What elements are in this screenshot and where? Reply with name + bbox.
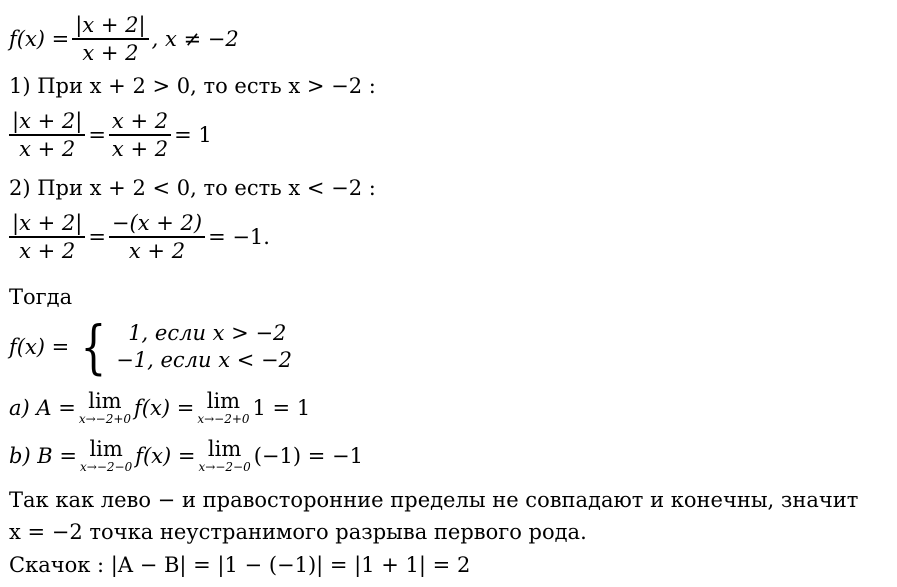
then-text: Тогда (9, 285, 73, 309)
limit-expression: f(x) = (135, 444, 196, 469)
lim-symbol: lim (88, 389, 122, 413)
equals-sign: = (88, 224, 106, 249)
limit-operator (197, 390, 249, 426)
fraction (72, 12, 148, 66)
limit-operator (79, 390, 131, 426)
limit-result: 1 = 1 (252, 396, 311, 421)
case-2-equation (9, 210, 270, 264)
function-lhs: f(x) = (9, 335, 70, 359)
equation-result: = −1. (208, 224, 270, 249)
lim-subscript: x→−2+0 (78, 412, 132, 427)
limit-result: (−1) = −1 (253, 444, 363, 469)
lim-symbol: lim (89, 437, 123, 461)
conclusion-text-1: Так как лево − и правосторонние пределы не совпадают и конечны, значит (9, 488, 859, 512)
conclusion-line-2 (9, 520, 587, 544)
case-1-heading (9, 74, 376, 98)
fraction-denominator: x + 2 (82, 40, 139, 65)
limit-b (9, 438, 363, 474)
limit-expression: f(x) = (134, 396, 195, 421)
limit-operator (80, 438, 132, 474)
fraction (109, 210, 205, 264)
limit-a (9, 390, 310, 426)
function-lhs: f(x) = (9, 26, 70, 51)
fraction-numerator: −(x + 2) (111, 211, 203, 235)
fraction-denominator: x + 2 (19, 136, 76, 161)
fraction (9, 210, 85, 264)
fraction-numerator: |x + 2| (75, 13, 146, 37)
lim-subscript: x→−2−0 (80, 460, 133, 475)
jump-value (9, 553, 470, 577)
piecewise-cases (116, 320, 292, 375)
case-2-heading (9, 176, 376, 200)
lim-subscript: x→−2+0 (197, 412, 250, 427)
case-row-2: −1, если x < −2 (116, 348, 293, 372)
fraction (109, 108, 171, 162)
case-2-text: 2) При x + 2 < 0, то есть x < −2 : (9, 176, 376, 200)
fraction-denominator: x + 2 (128, 238, 186, 263)
case-row-1: 1, если x > −2 (128, 320, 287, 345)
equals-sign: = (88, 122, 106, 147)
function-definition (9, 12, 239, 66)
fraction-numerator: |x + 2| (12, 211, 83, 235)
left-brace: { (80, 313, 107, 381)
limit-operator (199, 438, 251, 474)
conclusion-line-1 (9, 488, 858, 512)
conclusion-text-2: x = −2 точка неустранимого разрыва первого рода. (9, 520, 587, 544)
limit-b-prefix: b) B = (9, 444, 78, 469)
limit-a-prefix: a) A = (9, 396, 76, 421)
fraction-denominator: x + 2 (111, 136, 169, 161)
equation-result: = 1 (174, 122, 212, 147)
jump-text: Скачок : |A − B| = |1 − (−1)| = |1 + 1| = 2 (9, 553, 471, 577)
fraction-numerator: x + 2 (111, 109, 169, 133)
fraction (9, 108, 85, 162)
domain-condition: , x ≠ −2 (151, 26, 239, 51)
lim-symbol: lim (207, 437, 242, 461)
case-1-equation (9, 108, 212, 162)
fraction-denominator: x + 2 (19, 238, 76, 263)
lim-subscript: x→−2−0 (198, 460, 251, 475)
then-label (9, 285, 72, 309)
fraction-numerator: |x + 2| (12, 109, 83, 133)
case-1-text: 1) При x + 2 > 0, то есть x > −2 : (9, 74, 376, 98)
piecewise-function (9, 313, 293, 381)
lim-symbol: lim (206, 389, 241, 413)
